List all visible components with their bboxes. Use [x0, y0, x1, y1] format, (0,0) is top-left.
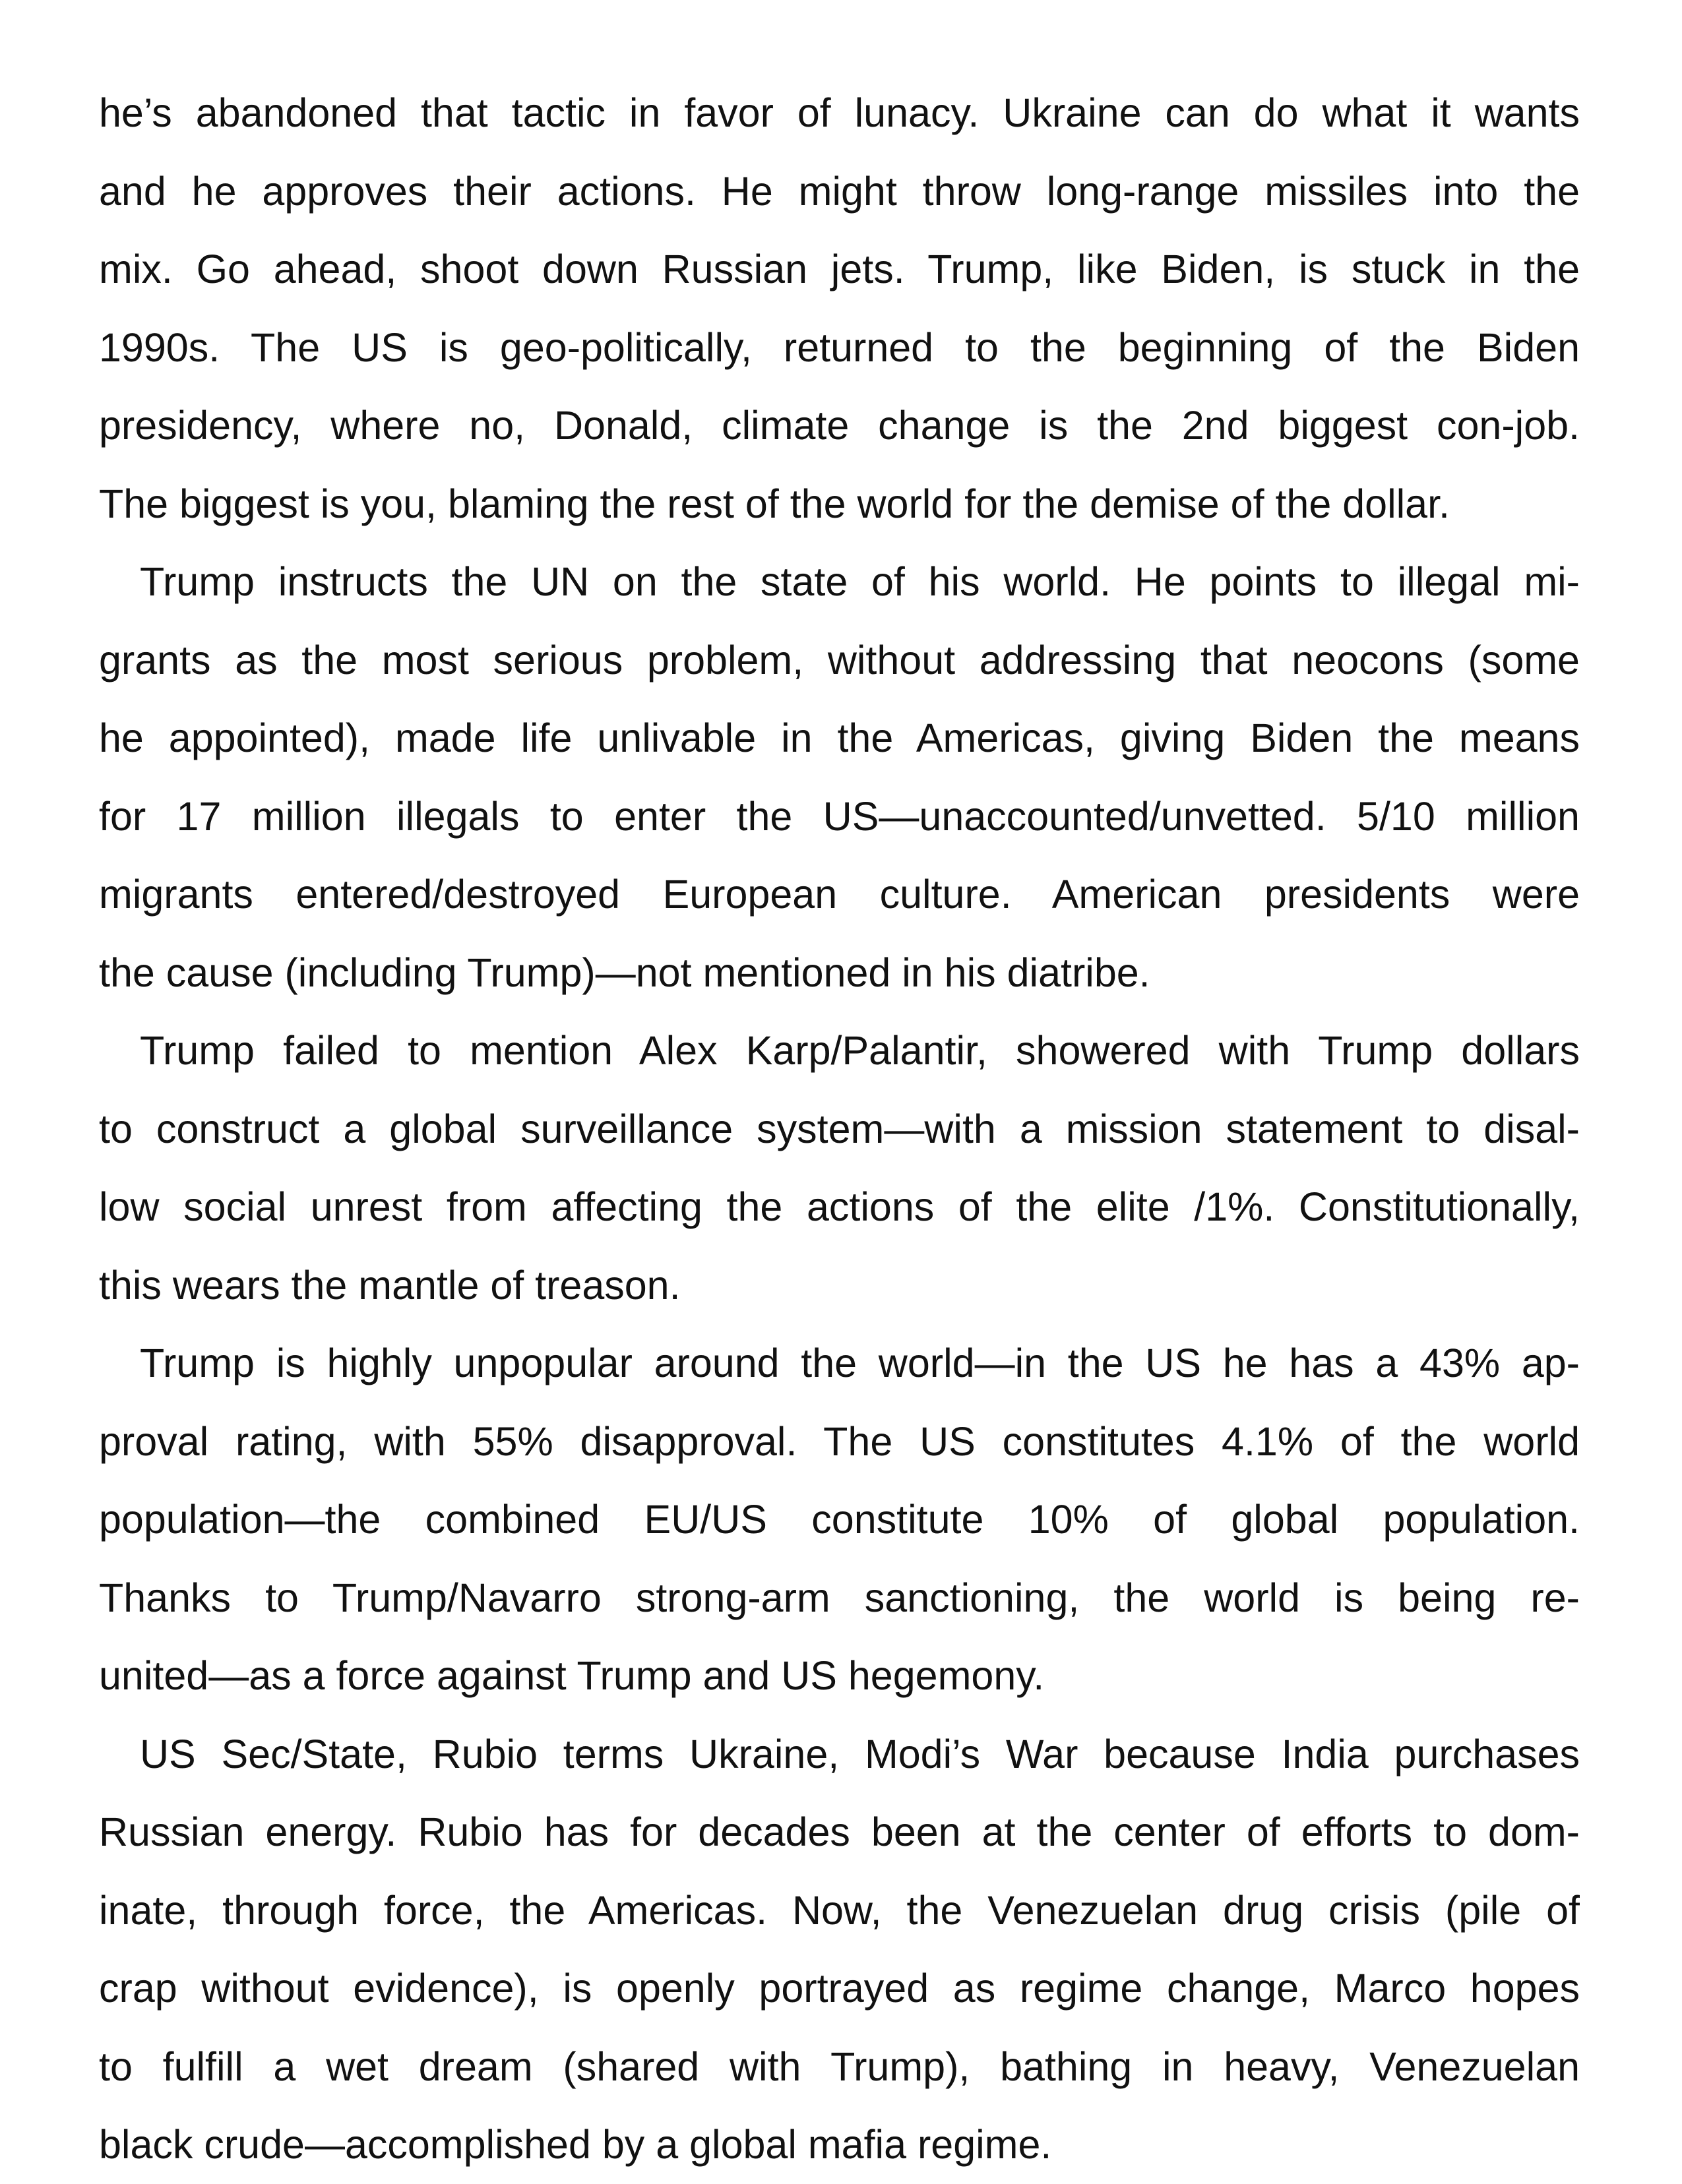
paragraph-1: [99, 74, 1580, 543]
text-line: to fulfill a wet dream (shared with Trump), bathing in heavy, Venezuelan: [99, 2044, 1580, 2089]
text-line: 1990s. The US is geo-politically, returned to the beginning of the Biden: [99, 324, 1580, 370]
text-line: population—the combined EU/US constitute 10% of global population.: [99, 1497, 1580, 1542]
text-line: he appointed), made life unlivable in the Americas, giving Biden the means: [99, 715, 1580, 760]
text-line: Trump is highly unpopular around the world—in the US he has a 43% ap-: [140, 1341, 1580, 1385]
text-line: Russian energy. Rubio has for decades been at the center of efforts to dom-: [99, 1809, 1580, 1854]
text-line: black crude—accomplished by a global mafia regime.: [99, 2122, 1052, 2167]
text-line: presidency, where no, Donald, climate change is the 2nd biggest con-job.: [99, 403, 1580, 448]
text-line: proval rating, with 55% disapproval. The US constitutes 4.1% of the world: [99, 1418, 1580, 1464]
text-line: the cause (including Trump)—not mentioned in his diatribe.: [99, 950, 1150, 995]
paragraph-4: [99, 1324, 1580, 1715]
paragraph-2: [99, 543, 1580, 1012]
text-line: Trump failed to mention Alex Karp/Palantir, showered with Trump dollars: [140, 1028, 1580, 1073]
text-line: Trump instructs the UN on the state of his world. He points to illegal mi-: [140, 559, 1580, 604]
text-line: united—as a force against Trump and US hegemony.: [99, 1653, 1045, 1698]
document-page: [99, 74, 1580, 2184]
text-line: US Sec/State, Rubio terms Ukraine, Modi’s War because India purchases: [140, 1731, 1580, 1776]
text-line: to construct a global surveillance system—with a mission statement to disal-: [99, 1106, 1580, 1151]
text-line: he’s abandoned that tactic in favor of lunacy. Ukraine can do what it wants: [99, 90, 1580, 135]
text-line: The biggest is you, blaming the rest of the world for the demise of the dollar.: [99, 481, 1450, 526]
text-line: for 17 million illegals to enter the US—unaccounted/unvetted. 5/10 million: [99, 793, 1580, 839]
text-line: inate, through force, the Americas. Now, the Venezuelan drug crisis (pile of: [99, 1887, 1580, 1933]
text-line: and he approves their actions. He might throw long-range missiles into the: [99, 168, 1580, 214]
text-line: this wears the mantle of treason.: [99, 1262, 681, 1308]
text-line: mix. Go ahead, shoot down Russian jets. Trump, like Biden, is stuck in the: [99, 247, 1580, 291]
text-line: crap without evidence), is openly portrayed as regime change, Marco hopes: [99, 1966, 1580, 2011]
text-line: migrants entered/destroyed European culture. American presidents were: [99, 872, 1580, 917]
paragraph-3: [99, 1012, 1580, 1324]
text-line: grants as the most serious problem, without addressing that neocons (some: [99, 637, 1580, 682]
text-line: low social unrest from affecting the actions of the elite /1%. Constitutionally,: [99, 1184, 1580, 1229]
text-line: Thanks to Trump/Navarro strong-arm sanctioning, the world is being re-: [99, 1575, 1580, 1620]
paragraph-5: [99, 1715, 1580, 2184]
